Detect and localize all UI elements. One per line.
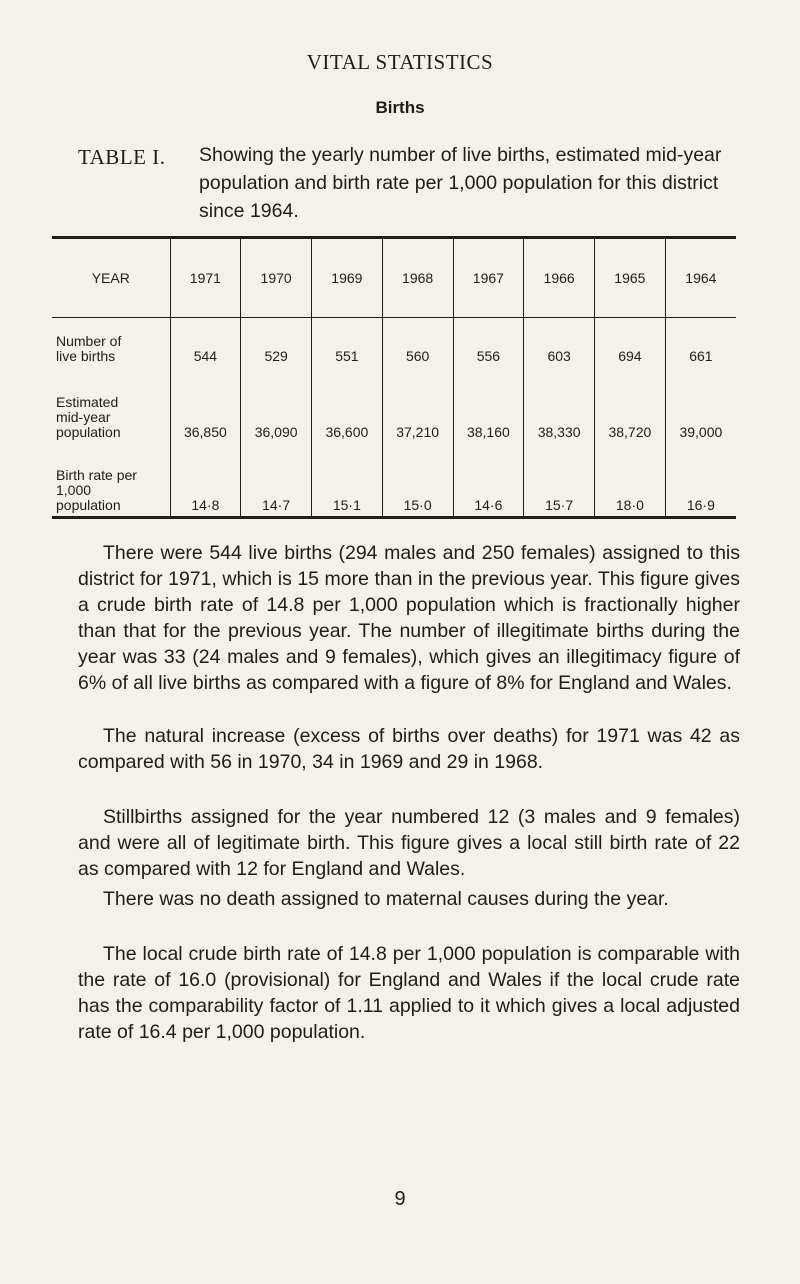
row-label-line: Birth rate per bbox=[56, 467, 137, 483]
table-header-row bbox=[52, 238, 736, 318]
row-label-line: Number of bbox=[56, 333, 122, 349]
table-row bbox=[52, 367, 736, 443]
row-label-line: population bbox=[56, 497, 121, 513]
year-column-header: 1968 bbox=[382, 238, 453, 318]
table-cell: 36,090 bbox=[241, 367, 312, 443]
year-column-header: 1971 bbox=[170, 238, 241, 318]
body-paragraph: Stillbirths assigned for the year numbered 12 (3 males and 9 females) and were all of legitimate birth. This figure gives a local still birth rate of 22 as compared with 12 for England and Wales. bbox=[78, 806, 740, 880]
table-cell: 603 bbox=[524, 318, 595, 368]
table-cell: 36,850 bbox=[170, 367, 241, 443]
body-paragraph: The local crude birth rate of 14.8 per 1,000 population is comparable with the rate of 16.0 (provisional) for England and Wales if the local crude rate has the comparability factor of 1.11 applied to it which gives a local adjusted rate of 16.4 per 1,000 population. bbox=[78, 943, 740, 1043]
year-column-header: 1965 bbox=[595, 238, 666, 318]
table-cell: 37,210 bbox=[382, 367, 453, 443]
row-label bbox=[52, 443, 170, 518]
page-number: 9 bbox=[394, 1188, 406, 1210]
row-label-line: mid-year bbox=[56, 409, 111, 425]
year-column-header: 1970 bbox=[241, 238, 312, 318]
row-label-line: Estimated bbox=[56, 394, 119, 410]
table-cell: 14·7 bbox=[241, 443, 312, 518]
table-cell: 15·7 bbox=[524, 443, 595, 518]
page-title: VITAL STATISTICS bbox=[306, 50, 494, 74]
row-label bbox=[52, 318, 170, 368]
births-table bbox=[52, 236, 736, 519]
table-caption bbox=[78, 141, 758, 225]
year-column-header: 1967 bbox=[453, 238, 524, 318]
table-cell: 16·9 bbox=[686, 497, 715, 513]
table-cell: 560 bbox=[382, 318, 453, 368]
body-paragraph: There were 544 live births (294 males and 250 females) assigned to this district for 1971, which is 15 more than in the previous year. This figure gives a crude birth rate of 14.8 per 1,000 population which is fractionally higher than that for the previous year. The number of illegitimate births during the year was 33 (24 males and 9 females), which gives an illegitimacy figure of 6% of all live births as compared with a figure of 8% for England and Wales. bbox=[78, 542, 740, 694]
table-cell: 556 bbox=[453, 318, 524, 368]
body-paragraph: There was no death assigned to maternal causes during the year. bbox=[103, 888, 669, 910]
table-description: Showing the yearly number of live births, estimated mid-year population and birth rate per 1,000 population for this district since 1964. bbox=[199, 144, 722, 222]
table-cell: 551 bbox=[312, 318, 383, 368]
table-label: TABLE I. bbox=[78, 145, 166, 169]
table-cell: 38,720 bbox=[595, 367, 666, 443]
table-cell: 694 bbox=[595, 318, 666, 368]
table-cell: 38,160 bbox=[453, 367, 524, 443]
body-paragraph: The natural increase (excess of births over deaths) for 1971 was 42 as compared with 56 in 1970, 34 in 1969 and 29 in 1968. bbox=[78, 725, 740, 773]
year-header: YEAR bbox=[52, 238, 170, 318]
table-row bbox=[52, 318, 736, 368]
row-label-line: population bbox=[56, 424, 121, 440]
table-cell: 544 bbox=[170, 318, 241, 368]
row-label-line: 1,000 bbox=[56, 482, 92, 498]
row-label-line: live births bbox=[56, 348, 116, 364]
table-cell: 38,330 bbox=[524, 367, 595, 443]
year-column-header: 1969 bbox=[312, 238, 383, 318]
table-cell: 39,000 bbox=[679, 424, 723, 440]
table-cell: 14·6 bbox=[453, 443, 524, 518]
table-cell: 18·0 bbox=[595, 443, 666, 518]
section-title: Births bbox=[375, 98, 425, 117]
table-cell: 36,600 bbox=[312, 367, 383, 443]
table-cell: 529 bbox=[241, 318, 312, 368]
year-column-header: 1966 bbox=[524, 238, 595, 318]
table-cell: 15·1 bbox=[312, 443, 383, 518]
year-column-header: 1964 bbox=[665, 238, 736, 318]
table-cell: 661 bbox=[689, 348, 713, 364]
table-cell: 14·8 bbox=[170, 443, 241, 518]
row-label bbox=[52, 367, 170, 443]
table-cell: 15·0 bbox=[382, 443, 453, 518]
table-row bbox=[52, 443, 736, 518]
